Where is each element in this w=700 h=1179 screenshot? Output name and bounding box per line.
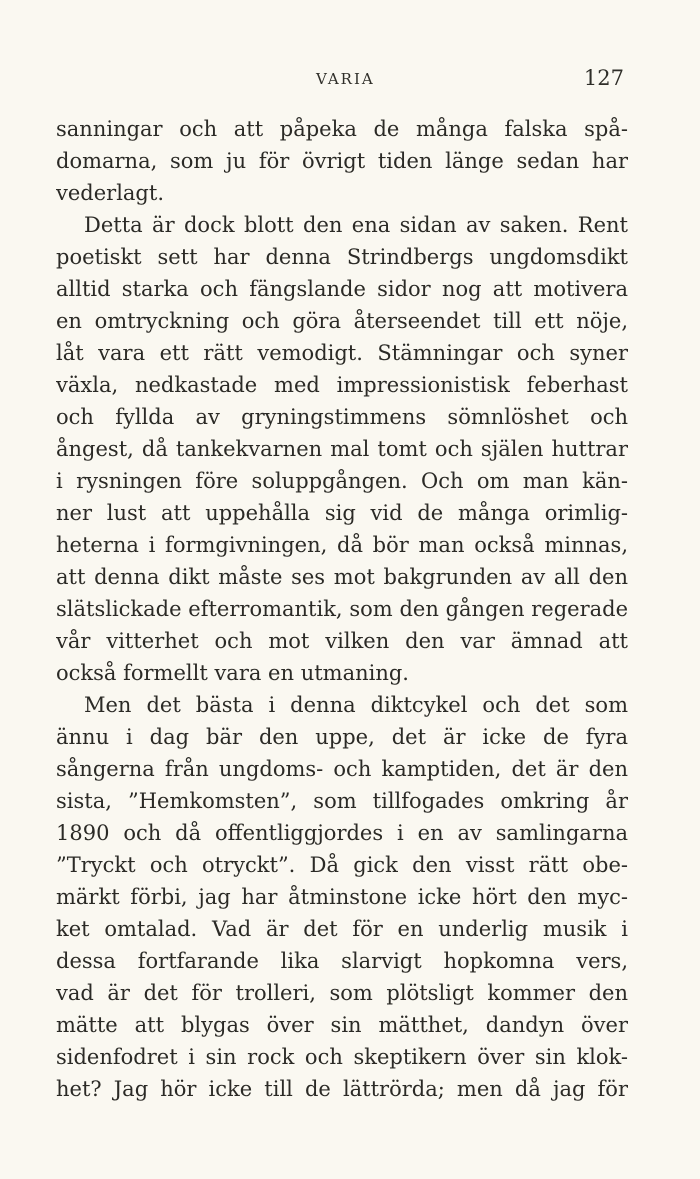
text-line: het? Jag hör icke till de lättrörda; men då jag för: [56, 1077, 628, 1101]
text-line: också formellt vara en utmaning.: [56, 661, 409, 685]
page-number: 127: [583, 66, 624, 90]
text-line: låt vara ett rätt vemodigt. Stämningar och syner: [56, 341, 628, 365]
text-line: Detta är dock blott den ena sidan av saken. Rent: [84, 213, 628, 237]
text-line: märkt förbi, jag har åtminstone icke hört den myc-: [56, 885, 628, 909]
body-text: [56, 113, 628, 1105]
text-line: i rysningen före soluppgången. Och om man kän-: [56, 469, 628, 493]
text-line: mätte att blygas över sin mätthet, dandyn över: [56, 1013, 628, 1037]
text-line: ännu i dag bär den uppe, det är icke de fyra: [56, 725, 628, 749]
text-line: och fyllda av gryningstimmens sömnlöshet och: [56, 405, 628, 429]
text-line: Men det bästa i denna diktcykel och det som: [84, 693, 628, 717]
text-line: alltid starka och fängslande sidor nog att motivera: [56, 277, 628, 301]
text-line: ångest, då tankekvarnen mal tomt och själen huttrar: [56, 437, 628, 461]
text-line: vederlagt.: [56, 181, 164, 205]
text-line: heterna i formgivningen, då bör man också minnas,: [56, 533, 628, 557]
text-line: sångerna från ungdoms- och kamptiden, det är den: [56, 757, 628, 781]
text-line: sanningar och att påpeka de många falska spå-: [56, 117, 628, 141]
text-line: domarna, som ju för övrigt tiden länge sedan har: [56, 149, 628, 173]
text-line: 1890 och då offentliggjordes i en av samlingarna: [56, 821, 628, 845]
text-line: ner lust att uppehålla sig vid de många orimlig-: [56, 501, 628, 525]
text-line: vår vitterhet och mot vilken den var ämnad att: [56, 629, 628, 653]
text-line: vad är det för trolleri, som plötsligt kommer den: [56, 981, 628, 1005]
page-header: [56, 66, 628, 96]
text-line: en omtryckning och göra återseendet till ett nöje,: [56, 309, 628, 333]
text-line: poetiskt sett har denna Strindbergs ungdomsdikt: [56, 245, 628, 269]
text-line: dessa fortfarande lika slarvigt hopkomna vers,: [56, 949, 628, 973]
text-line: att denna dikt måste ses mot bakgrunden av all den: [56, 565, 628, 589]
text-line: ket omtalad. Vad är det för en underlig musik i: [56, 917, 628, 941]
text-line: slätslickade efterromantik, som den gången regerade: [56, 597, 628, 621]
text-line: ”Tryckt och otryckt”. Då gick den visst rätt obe-: [56, 853, 628, 877]
text-line: sidenfodret i sin rock och skeptikern över sin klok-: [56, 1045, 628, 1069]
text-line: sista, ”Hemkomsten”, som tillfogades omkring år: [56, 789, 628, 813]
text-line: växla, nedkastade med impressionistisk feberhast: [56, 373, 628, 397]
running-head: VARIA: [316, 70, 375, 88]
